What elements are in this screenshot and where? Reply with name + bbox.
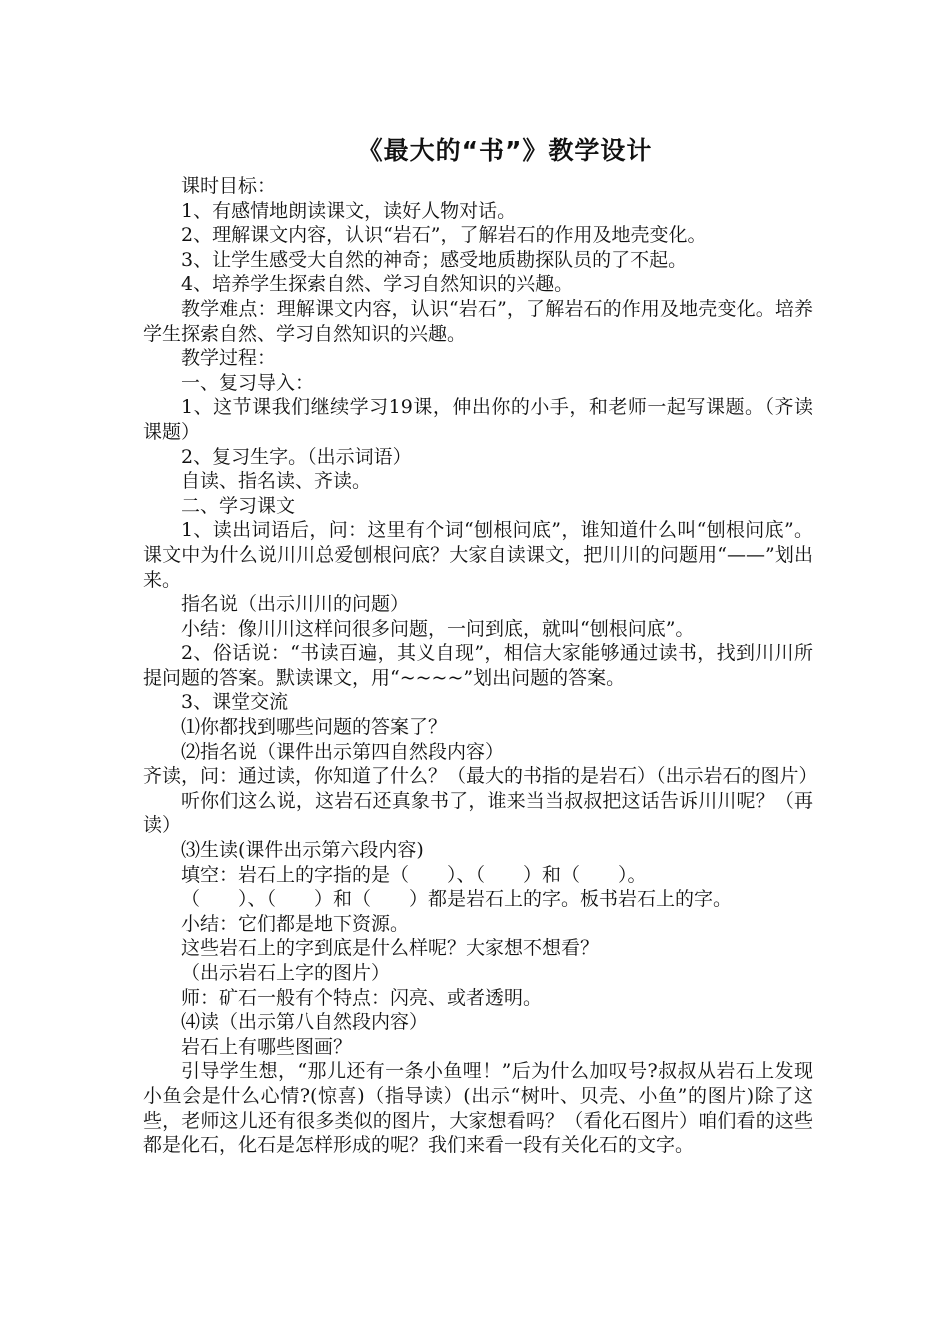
paragraph: 师：矿石一般有个特点：闪亮、或者透明。 <box>181 986 543 1009</box>
paragraph: 2、理解课文内容，认识“岩石”，了解岩石的作用及地壳变化。 <box>181 224 707 247</box>
paragraph: 齐读，问：通过读，你知道了什么？（最大的书指的是岩石）（出示岩石的图片） <box>143 765 818 788</box>
paragraph: ⑴你都找到哪些问题的答案了？ <box>181 716 448 739</box>
paragraph: 小结：像川川这样问很多问题，一问到底，就叫“刨根问底”。 <box>181 617 695 640</box>
paragraph: 4、培养学生探索自然、学习自然知识的兴趣。 <box>181 273 574 296</box>
paragraph: 2、复习生字。（出示词语） <box>181 445 412 468</box>
document-title: 《最大的“书”》教学设计 <box>357 136 653 165</box>
document-body <box>143 174 818 1158</box>
paragraph: ⑵指名说（课件出示第四自然段内容） <box>181 740 505 763</box>
paragraph: 二、学习课文 <box>181 494 296 517</box>
paragraph: 自读、指名读、齐读。 <box>181 470 372 493</box>
paragraph: （出示岩石上字的图片） <box>181 962 391 984</box>
paragraph: 听你们这么说，这岩石还真象书了，谁来当当叔叔把这话告诉川川呢？（再读） <box>143 789 813 837</box>
paragraph: 引导学生想，“那儿还有一条小鱼哩！”后为什么加叹号?叔叔从岩石上发现小鱼会是什么心情?(惊喜)（指导读）(出示“树叶、贝壳、小鱼”的图片)除了这些，老师这儿还有很多类似的图片，大家想看吗？（看化石图片）咱们看的这些都是化石，化石是怎样形成的呢？我们来看一段有关化石的文字。 <box>143 1060 813 1157</box>
paragraph: 3、课堂交流 <box>181 691 289 714</box>
paragraph: 1、这节课我们继续学习19课，伸出你的小手，和老师一起写课题。（齐读课题） <box>143 396 813 443</box>
paragraph: 教学过程： <box>181 347 277 370</box>
paragraph: 小结：它们都是地下资源。 <box>181 912 410 935</box>
paragraph: 教学难点：理解课文内容，认识“岩石”，了解岩石的作用及地壳变化。培养学生探索自然、学习自然知识的兴趣。 <box>143 297 813 345</box>
paragraph: 这些岩石上的字到底是什么样呢？大家想不想看？ <box>181 937 600 960</box>
paragraph: 1、读出词语后，问：这里有个词“刨根问底”，谁知道什么叫“刨根问底”。课文中为什么说川川总爱刨根问底？大家自读课文，把川川的问题用“——”划出来。 <box>143 519 813 591</box>
paragraph: ⑷读（出示第八自然段内容） <box>181 1011 429 1034</box>
paragraph: 课时目标： <box>181 175 277 197</box>
paragraph: ⑶生读(课件出示第六段内容) <box>181 839 424 862</box>
paragraph: 2、俗话说：“书读百遍，其义自现”，相信大家能够通过读书，找到川川所提问题的答案。默读课文，用“~~~~”划出问题的答案。 <box>143 642 813 689</box>
paragraph: （ ）、（ ）和（ ）都是岩石上的字。板书岩石上的字。 <box>181 888 733 911</box>
paragraph: 指名说（出示川川的问题） <box>181 593 410 616</box>
paragraph: 1、有感情地朗读课文，读好人物对话。 <box>181 199 517 222</box>
paragraph: 一、复习导入： <box>181 371 315 394</box>
paragraph: 填空：岩石上的字指的是（ ）、（ ）和（ ）。 <box>181 863 647 886</box>
paragraph: 3、让学生感受大自然的神奇；感受地质勘探队员的了不起。 <box>181 248 688 271</box>
paragraph: 岩石上有哪些图画？ <box>181 1035 353 1058</box>
